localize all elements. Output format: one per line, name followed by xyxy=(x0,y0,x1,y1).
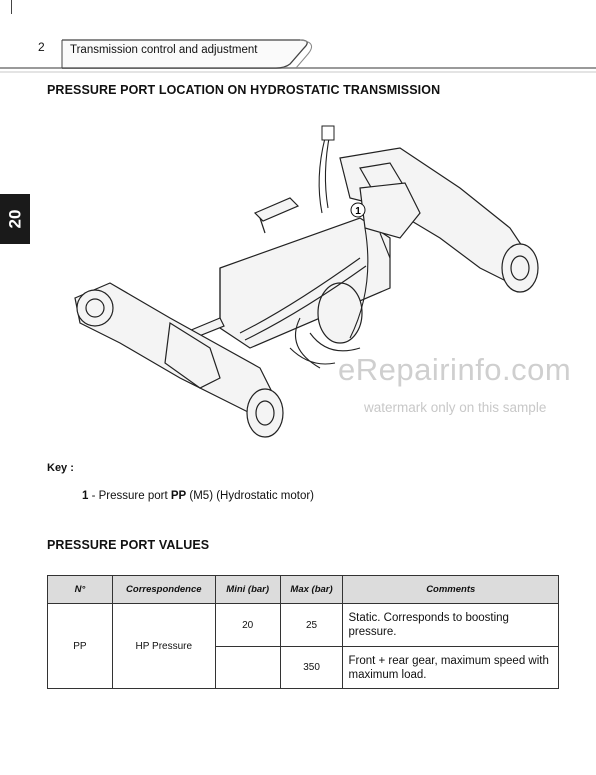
crop-mark xyxy=(11,0,12,14)
key-item-code: PP xyxy=(170,490,187,502)
heading-port-values: PRESSURE PORT VALUES xyxy=(47,538,210,552)
cell-mini: 20 xyxy=(215,604,280,647)
pressure-values-table xyxy=(47,575,559,689)
col-header-max: Max (bar) xyxy=(280,576,343,604)
key-item-text: - Pressure port xyxy=(88,490,171,502)
watermark-note: watermark only on this sample xyxy=(364,400,547,415)
cell-mini xyxy=(215,647,280,689)
cell-port: PP xyxy=(48,604,113,689)
col-header-comments: Comments xyxy=(343,576,559,604)
callout-1: 1 xyxy=(355,206,361,217)
section-title: Transmission control and adjustment xyxy=(70,44,258,56)
key-item-number: 1 xyxy=(82,490,89,502)
page-number: 2 xyxy=(38,40,45,54)
cell-max: 25 xyxy=(280,604,343,647)
table-row xyxy=(48,604,559,647)
page-header xyxy=(0,30,596,75)
cell-comment: Static. Corresponds to boosting pressure. xyxy=(343,604,559,647)
key-item-text-after: (M5) (Hydrostatic motor) xyxy=(186,490,314,502)
key-label: Key : xyxy=(47,462,74,474)
watermark-site: eRepairinfo.com xyxy=(338,352,572,387)
col-header-correspondence: Correspondence xyxy=(112,576,215,604)
cell-max: 350 xyxy=(280,647,343,689)
chapter-number: 20 xyxy=(4,209,24,229)
col-header-number: N° xyxy=(48,576,113,604)
cell-comment: Front + rear gear, maximum speed with maximum load. xyxy=(343,647,559,689)
key-item xyxy=(82,490,314,502)
chapter-tab xyxy=(0,194,30,244)
col-header-mini: Mini (bar) xyxy=(215,576,280,604)
table-header-row xyxy=(48,576,559,604)
cell-correspondence: HP Pressure xyxy=(112,604,215,689)
heading-port-location: PRESSURE PORT LOCATION ON HYDROSTATIC TRANSMISSION xyxy=(47,83,441,97)
